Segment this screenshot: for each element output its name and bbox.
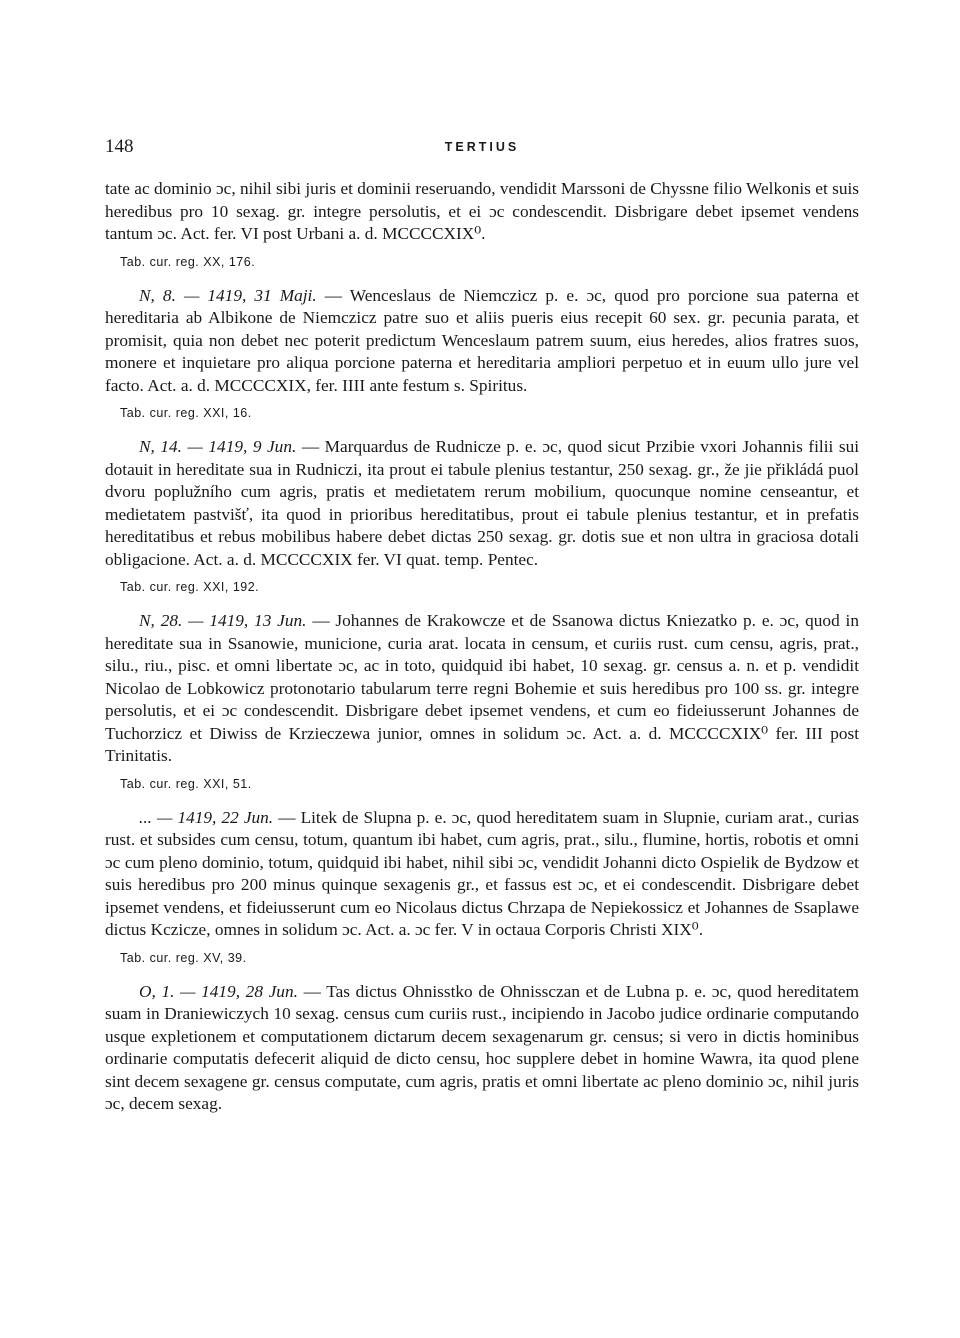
page-header — [105, 136, 859, 162]
entry-body: tate ac dominio ɔc, nihil sibi juris et dominii reseruando, vendidit Marssoni de Chyssne filio Welkonis et suis heredibus pro 10 sexag. gr. integre persolutis, et ei ɔc condescendit. Disbrigare debet ipsemet vendens tantum ɔc. Act. fer. VI post Urbani a. d. MCCCCXIX⁰. — [105, 179, 859, 243]
entry-date: O, 1. — 1419, 28 Jun. — [139, 981, 298, 1001]
entry-body: — Tas dictus Ohnisstko de Ohnissczan et de Lubna p. e. ɔc, quod hereditatem suam in Draniewiczych 10 sexag. census cum curiis rust., incipiendo in Jacobo judice ordinarie computando usque expletionem et computationem dictarum decem sexagenarum gr. census; si vero in dictis hominibus ordinarie computatis defecerit aliquid de dicto censu, hoc supplere debet in homine Wawra, ita quod plene sint decem sexagene gr. census computate, cum agris, pratis et omni libertate ac pleno dominio ɔc, nihil juris ɔc, decem sexag. — [105, 981, 859, 1113]
entry-text — [105, 981, 859, 1116]
page-number: 148 — [105, 136, 134, 157]
entry-date: N, 8. — 1419, 31 Maji. — [139, 285, 317, 305]
entry — [105, 178, 859, 269]
entry-reference: Tab. cur. reg. XX, 176. — [120, 254, 256, 269]
entry-text — [105, 285, 859, 398]
entry — [105, 610, 859, 791]
entry-body: — Johannes de Krakowcze et de Ssanowa dictus Kniezatko p. e. ɔc, quod in hereditate sua in Ssanowie, municione, curia arat. locata in censum, et curiis rust. cum censu, agris, prat., silu., riu., pisc. et omni libertate ɔc, ac in toto, quidquid ibi habet, 10 sexag. gr. census a. n. et p. vendidit Nicolao de Lobkowicz protonotario tabularum terre regni Bohemie et suis heredibus pro 100 ss. gr. integre persolutis, et ei ɔc condescendit. Disbrigare debet ipsemet vendens, et cum eo fideiusserunt Johannes de Tuchorzicz et Diwiss de Krzieczewa junior, omnes in solidum ɔc. Act. a. d. MCCCCXIX⁰ fer. III post Trinitatis. — [105, 611, 859, 765]
entry-text — [105, 178, 859, 246]
entry-body: — Marquardus de Rudnicze p. e. ɔc, quod sicut Przibie vxori Johannis filii sui dotauit in hereditate sua in Rudniczi, ita prout ei tabule plenius testantur, 250 sexag. gr., že jie přikládá puol dvoru poplužního cum agris, pratis et medietatem rerum mobilium, quocunque nomine censeantur, et medietatem pastvišť, ita quod in prioribus hereditatibus, prout ei tabule plenius testantur, et in prefatis hereditatibus et rebus mobilibus habere debet dictas 250 sexag. gr. dotis sue et non ultra in graciosa dotali obligacione. Act. a. d. MCCCCXIX fer. VI quat. temp. Pentec. — [105, 437, 860, 569]
entry-date: ... — 1419, 22 Jun. — [139, 807, 274, 827]
page-body — [105, 178, 859, 1116]
running-title: TERTIUS — [444, 140, 520, 154]
entry-date: N, 28. — 1419, 13 Jun. — [139, 611, 307, 630]
entry-reference: Tab. cur. reg. XXI, 51. — [120, 776, 252, 791]
entry-text — [105, 436, 859, 571]
entry-text — [105, 807, 859, 942]
entry-body: — Litek de Slupna p. e. ɔc, quod hereditatem suam in Slupnie, curiam arat., curias rust. et subsides cum censu, totum, quantum ibi habet, cum agris, prat., silu., flumine, hortis, robotis et omni ɔc cum pleno dominio, totum, quidquid ibi habet, nihil sibi ɔc, vendidit Johanni dicto Ospielik de Bydzow et suis heredibus pro 200 minus quinque sexagenis gr., et fassus est ɔc, et ei condescendit. Disbrigare debet ipsemet vendens, et fideiusserunt cum eo Nicolaus dictus Chrzapa de Nepiekossicz et Johannes de Ssaplawe dictus Kczicze, omnes in solidum ɔc. Act. a. ɔc fer. V in octaua Corporis Christi XIX⁰. — [105, 807, 859, 939]
entry-text — [105, 610, 859, 768]
entry — [105, 807, 859, 965]
entry-reference: Tab. cur. reg. XXI, 192. — [120, 580, 260, 594]
entry — [105, 981, 859, 1116]
entry — [105, 285, 859, 421]
entry — [105, 436, 859, 594]
entry-body: — Wenceslaus de Niemczicz p. e. ɔc, quod pro porcione sua paterna et hereditaria ab Albikone de Niemczicz patre suo et aliis pueris eius recepit 60 sex. gr. pecunia parata, et promisit, quia non debet nec poterit predictum Wenceslaum patrem suum, eius heredes, alios fratres suos, monere et inquietare pro aliqua porcione paterna et hereditaria ampliori perpetuo et in euum ullo jure vel facto. Act. a. d. MCCCCXIX, fer. IIII ante festum s. Spiritus. — [105, 285, 859, 395]
entry-reference: Tab. cur. reg. XXI, 16. — [120, 406, 252, 420]
entry-date: N, 14. — 1419, 9 Jun. — [139, 437, 297, 456]
entry-reference: Tab. cur. reg. XV, 39. — [120, 950, 247, 965]
